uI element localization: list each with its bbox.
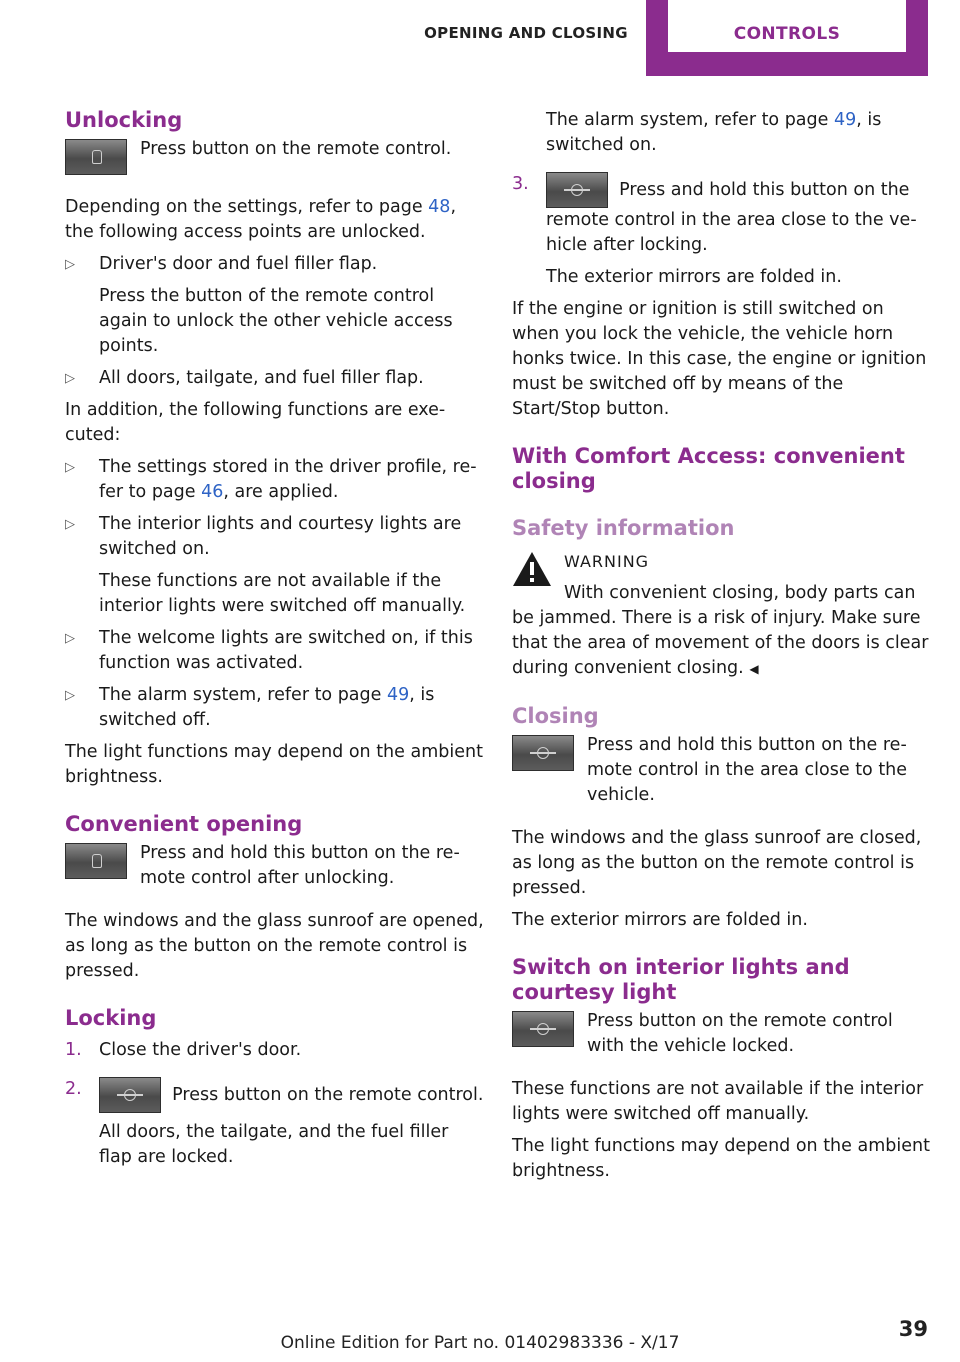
closing-button-row	[512, 733, 932, 808]
convenient-button-text: Press and hold this button on the remote control after unlocking.	[140, 843, 460, 888]
list-item: ▷ Driver's door and fuel filler flap. Press the button of the remote control again to unlock the other vehicle access points.	[65, 252, 485, 359]
paragraph-ambient-right: The light functions may depend on the ambient brightness.	[512, 1136, 930, 1181]
paragraph-engine-horn: If the engine or ignition is still switched on when you lock the vehicle, the vehicle horn honks twice. In this case, the engine or ignition must be switched off by means of the Start/Stop button.	[512, 299, 927, 419]
access-points-list	[65, 252, 485, 391]
left-column	[65, 108, 485, 1170]
list-item: ▷ The welcome lights are switched on, if this function was activated.	[65, 626, 485, 676]
list-item: 3. Press and hold this button on the remote control in the area close to the vehicle after locking. The exterior mirrors are folded in.	[512, 174, 917, 287]
list-item: ▷ The alarm system, refer to page 49, is switched off.	[65, 683, 485, 733]
closing-button-text: Press and hold this button on the remote control in the area close to the vehicle.	[587, 735, 908, 805]
list-item: 1. Close the driver's door.	[65, 1040, 302, 1060]
right-column	[512, 108, 932, 1184]
paragraph-windows-opened: The windows and the glass sunroof are opened, as long as the button on the remote control is pressed.	[65, 911, 484, 981]
heading-comfort-access: With Comfort Access: convenient closing	[512, 444, 905, 493]
unlock-button-row	[65, 137, 485, 177]
list-item: 2. Press button on the remote control. All doors, the tailgate, and the fuel filler flap are locked.	[65, 1079, 484, 1167]
warning-icon	[512, 551, 552, 587]
functions-list	[65, 455, 485, 733]
header-chapter-tab	[646, 0, 928, 76]
paragraph-interior-not-available: These functions are not available if the interior lights were switched off manually.	[512, 1079, 924, 1124]
footer-edition: Online Edition for Part no. 01402983336 - X/17	[280, 1333, 680, 1353]
logo-icon	[117, 1091, 143, 1100]
warning-text: be jammed. There is a risk of injury. Make sure that the area of movement of the doors is clear during convenient closing. ◀	[512, 608, 929, 678]
heading-convenient-opening: Convenient opening	[65, 812, 303, 836]
interior-button-text: Press button on the remote control with the vehicle locked.	[587, 1011, 893, 1056]
heading-locking: Locking	[65, 1006, 157, 1030]
header-chapter-title: CONTROLS	[668, 0, 906, 52]
remote-lock-button-image	[99, 1077, 161, 1113]
remote-unlock-button-image	[65, 843, 127, 879]
heading-interior-lights: Switch on interior lights and courtesy light	[512, 955, 850, 1004]
unlock-icon	[92, 150, 102, 164]
page-link-48[interactable]: 48	[428, 197, 451, 217]
page-link-49[interactable]: 49	[833, 110, 857, 130]
heading-unlocking: Unlocking	[65, 108, 183, 132]
paragraph-ambient: The light functions may depend on the ambient brightness.	[65, 742, 483, 787]
page-link-49[interactable]: 49	[386, 685, 410, 705]
heading-closing: Closing	[512, 704, 599, 728]
heading-safety-information: Safety information	[512, 516, 735, 540]
list-item: ▷ The settings stored in the driver profile, refer to page 46, are applied.	[65, 455, 485, 505]
page-number: 39	[898, 1317, 928, 1341]
remote-lock-button-image	[512, 1011, 574, 1047]
page-link-46[interactable]: 46	[201, 482, 224, 502]
remote-lock-button-image	[512, 735, 574, 771]
convenient-opening-button-row	[65, 841, 485, 891]
paragraph-mirrors-folded: The exterior mirrors are folded in.	[512, 910, 808, 930]
logo-icon	[530, 1025, 556, 1034]
paragraph-unlock-settings: Depending on the settings, refer to page 48, the following access points are unlocked.	[65, 197, 457, 242]
remote-unlock-button-image	[65, 139, 127, 175]
paragraph-windows-closed: The windows and the glass sunroof are closed, as long as the button on the remote control is pressed.	[512, 828, 922, 898]
remote-lock-button-image	[546, 172, 608, 208]
warning-text-line1: With convenient closing, body parts can	[564, 583, 916, 603]
end-mark-icon: ◀	[749, 662, 759, 676]
header-section-title: OPENING AND CLOSING	[424, 24, 628, 42]
locking-steps-continued	[512, 172, 932, 290]
list-item: ▷ The interior lights and courtesy lights are switched on. These functions are not available if the interior lights were switched off manually.	[65, 512, 485, 619]
warning-block	[512, 549, 932, 606]
unlock-button-text: Press button on the remote control.	[140, 139, 452, 159]
logo-icon	[564, 186, 590, 195]
locking-steps	[65, 1038, 485, 1170]
paragraph-alarm-on: The alarm system, refer to page 49, is switched on.	[546, 110, 882, 155]
unlock-icon	[92, 854, 102, 868]
warning-title: WARNING	[564, 552, 650, 571]
logo-icon	[530, 749, 556, 758]
list-item: ▷ All doors, tailgate, and fuel filler flap.	[65, 366, 485, 391]
interior-lights-button-row	[512, 1009, 932, 1059]
paragraph-additional-functions: In addition, the following functions are executed:	[65, 400, 446, 445]
